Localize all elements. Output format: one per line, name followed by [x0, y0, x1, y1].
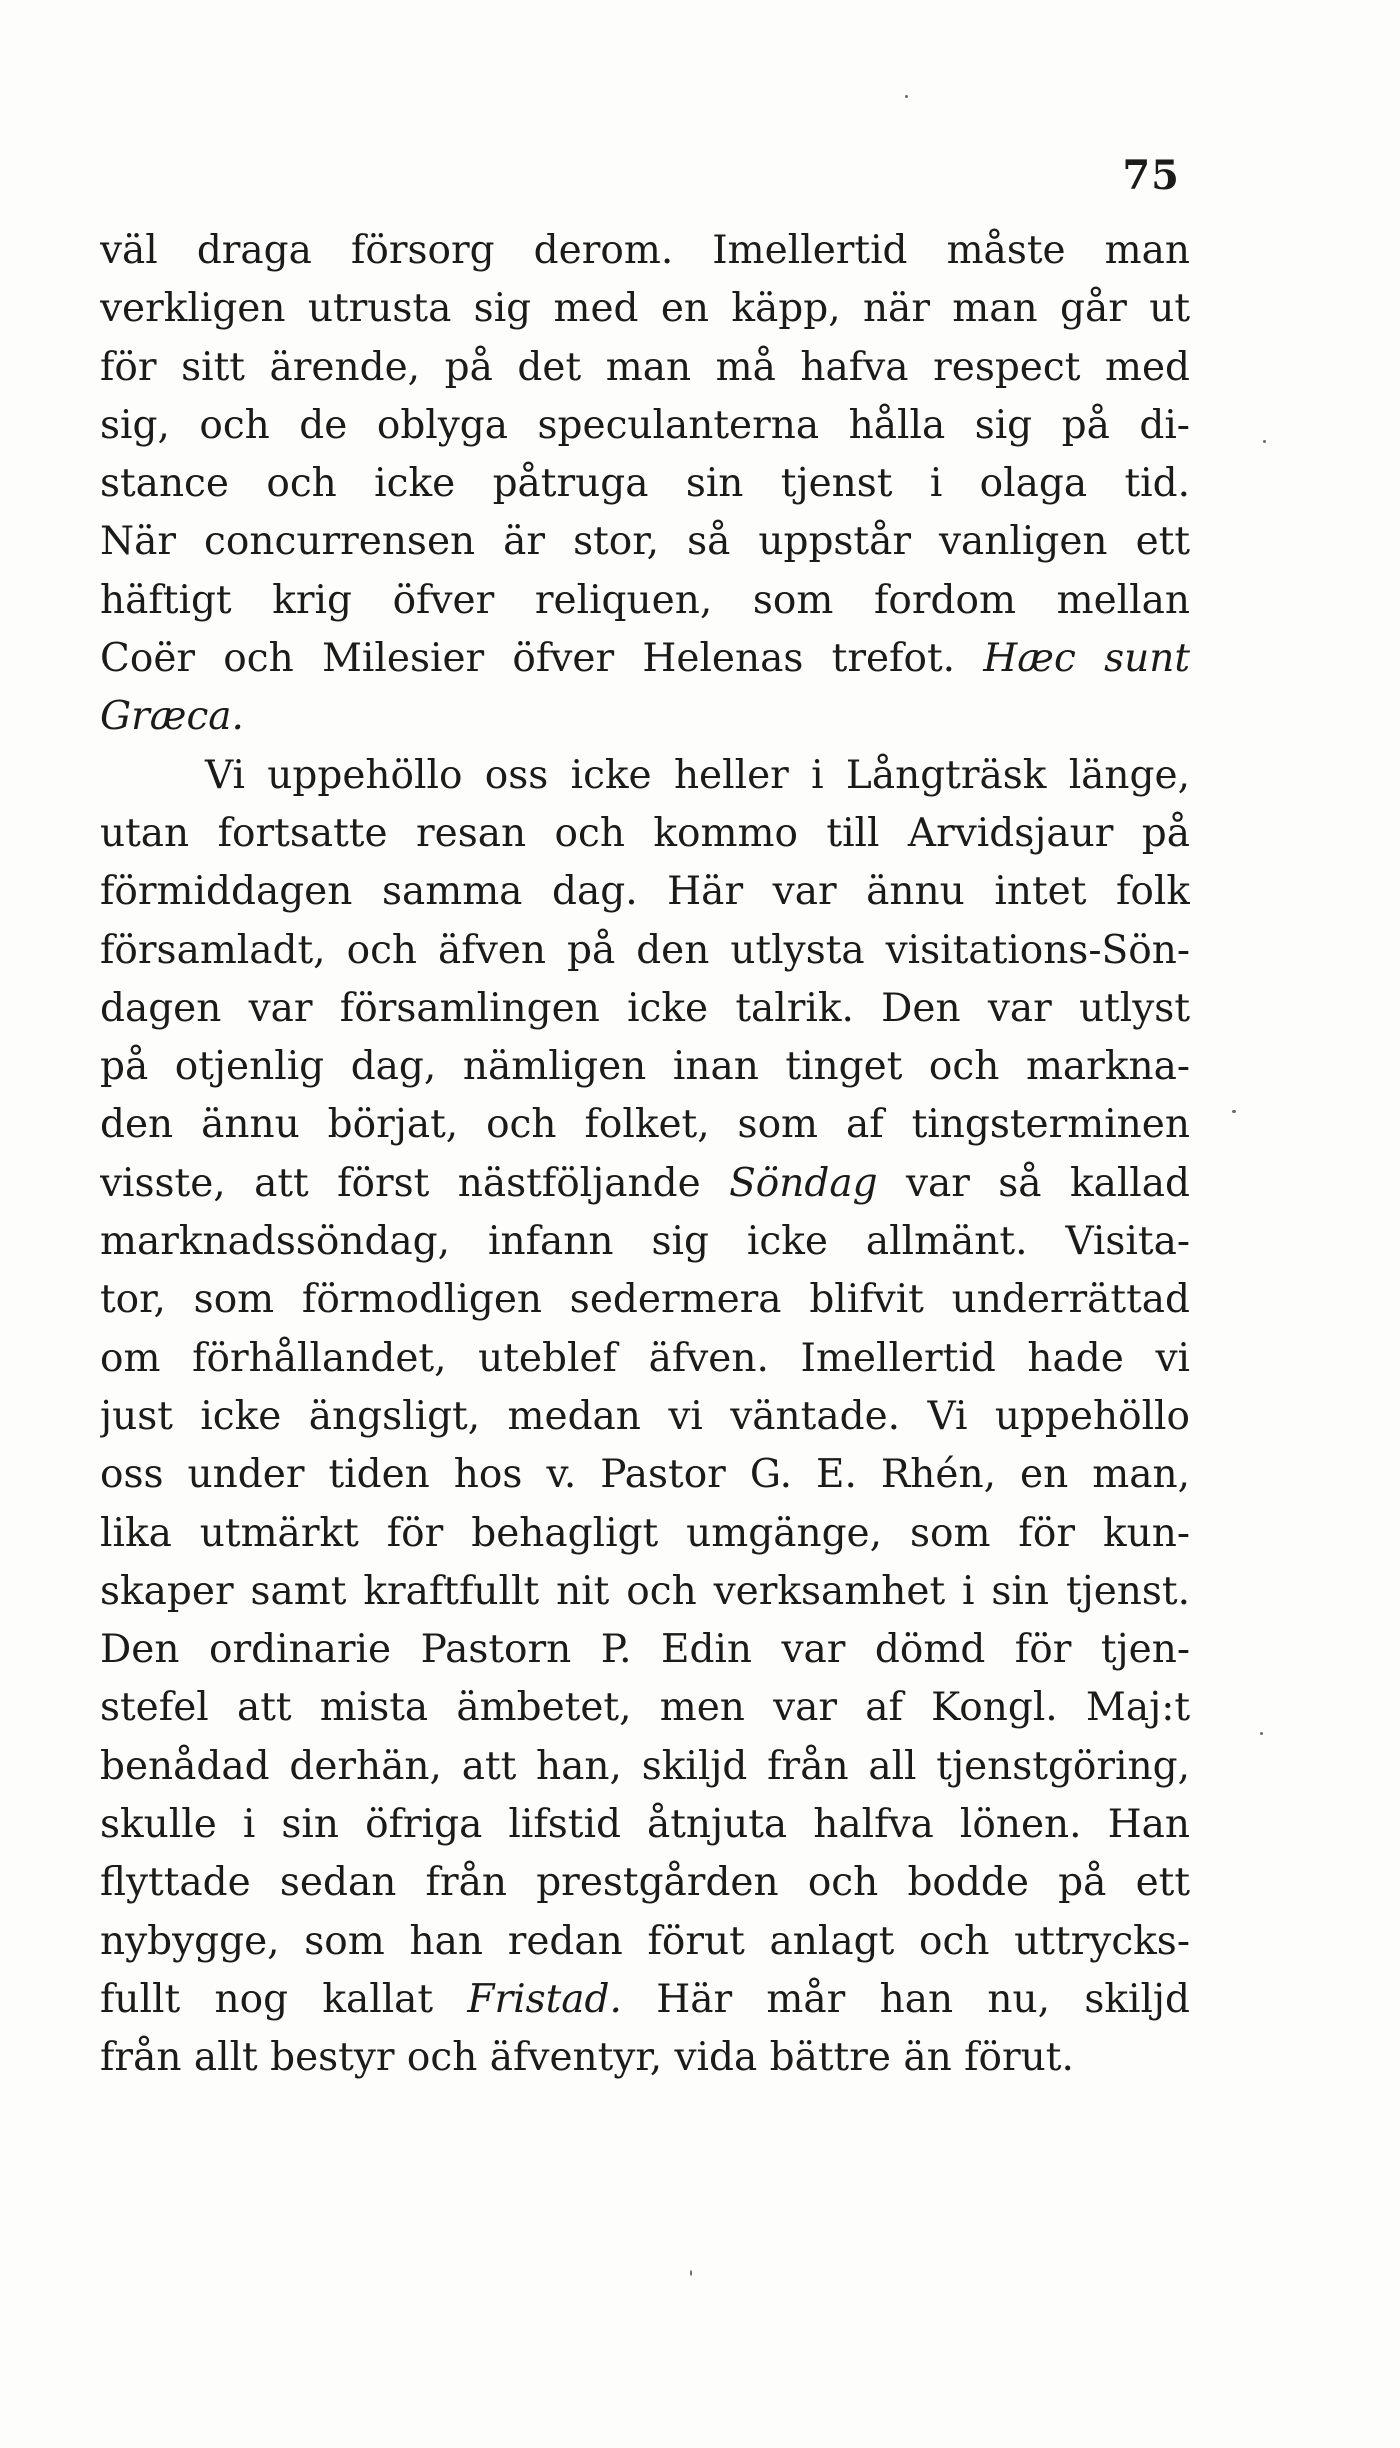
text-segment: stance och icke påtruga sin tjenst i olaga tid.: [100, 461, 1190, 507]
text-segment: dagen var församlingen icke talrik. Den var utlyst: [100, 985, 1190, 1031]
text-segment: verkligen utrusta sig med en käpp, när man går ut: [100, 286, 1190, 332]
text-segment: Här mår han nu, skiljd: [621, 1976, 1190, 2022]
text-segment: Coër och Milesier öfver Helenas trefot.: [100, 636, 984, 682]
print-speck: [1260, 1732, 1263, 1735]
text-line: [100, 513, 1190, 571]
text-line: [100, 863, 1190, 921]
text-segment: Den ordinarie Pastorn P. Edin var dömd för tjen-: [100, 1627, 1190, 1673]
text-segment: väl draga försorg derom. Imellertid måste man: [100, 228, 1190, 273]
text-line: [100, 1563, 1190, 1621]
text-segment: utan fortsatte resan och kommo till Arvidsjaur på: [100, 810, 1190, 856]
text-line: [100, 1679, 1190, 1737]
text-line: [100, 922, 1190, 980]
text-line: [100, 630, 1190, 688]
text-line: [100, 397, 1190, 455]
text-segment: flyttade sedan från prestgården och bodde på ett: [100, 1860, 1190, 1906]
text-segment: skulle i sin öfriga lifstid åtnjuta halfva lönen. Han: [100, 1802, 1190, 1848]
text-segment: När concurrensen är stor, så uppstår vanligen ett: [100, 519, 1190, 565]
text-segment: församladt, och äfven på den utlysta visitations-Sön-: [100, 927, 1190, 973]
print-speck: [905, 95, 908, 98]
text-segment: nybygge, som han redan förut anlagt och uttrycks-: [100, 1918, 1190, 1964]
text-segment: från allt bestyr och äfventyr, vida bättre än förut.: [100, 2035, 1074, 2081]
text-line: [100, 572, 1190, 630]
text-segment: sig, och de oblyga speculanterna hålla sig på di-: [100, 402, 1190, 448]
body-text: [100, 222, 1190, 2088]
text-line: [100, 1913, 1190, 1971]
italic-text: Græca.: [100, 694, 244, 740]
text-line: [100, 280, 1190, 338]
text-segment: marknadssöndag, infann sig icke allmänt. Visita-: [100, 1219, 1190, 1265]
text-line: [100, 1155, 1190, 1213]
print-speck: [1263, 440, 1266, 443]
text-segment: benådad derhän, att han, skiljd från all tjenstgöring,: [100, 1743, 1190, 1789]
text-segment: för sitt ärende, på det man må hafva respect med: [100, 344, 1190, 390]
text-line: [100, 1330, 1190, 1388]
text-segment: den ännu börjat, och folket, som af tingsterminen: [100, 1102, 1190, 1148]
text-segment: tor, som förmodligen sedermera blifvit underrättad: [100, 1277, 1190, 1323]
text-segment: visste, att först nästföljande: [100, 1160, 730, 1206]
text-line: [100, 1621, 1190, 1679]
text-line: [100, 747, 1190, 805]
text-segment: oss under tiden hos v. Pastor G. E. Rhén, en man,: [100, 1452, 1190, 1498]
text-segment: stefel att mista ämbetet, men var af Kongl. Maj:t: [100, 1685, 1190, 1731]
text-segment: häftigt krig öfver reliquen, som fordom mellan: [100, 577, 1190, 623]
text-line: [100, 805, 1190, 863]
text-segment: Vi uppehöllo oss icke heller i Långträsk länge,: [205, 752, 1190, 798]
text-segment: just icke ängsligt, medan vi väntade. Vi uppehöllo: [100, 1393, 1190, 1439]
text-line: [100, 222, 1190, 280]
text-segment: på otjenlig dag, nämligen inan tinget och markna-: [100, 1044, 1190, 1090]
text-segment: om förhållandet, uteblef äfven. Imellertid hade vi: [100, 1335, 1190, 1381]
print-speck: [1232, 1110, 1236, 1113]
text-line: [100, 1388, 1190, 1446]
text-line: [100, 1096, 1190, 1154]
italic-text: Fristad.: [467, 1976, 622, 2022]
text-line: [100, 1038, 1190, 1096]
text-line: [100, 339, 1190, 397]
text-segment: skaper samt kraftfullt nit och verksamhet i sin tjenst.: [100, 1568, 1190, 1614]
text-segment: fullt nog kallat: [100, 1976, 468, 2022]
text-line: [100, 1854, 1190, 1912]
text-line: [100, 2029, 1190, 2087]
text-segment: lika utmärkt för behagligt umgänge, som för kun-: [100, 1510, 1190, 1556]
italic-text: Söndag: [729, 1160, 878, 1206]
page-number: 75: [1122, 152, 1180, 199]
text-line: [100, 1738, 1190, 1796]
text-line: [100, 1213, 1190, 1271]
print-speck: [690, 2270, 692, 2276]
text-line: [100, 688, 1190, 746]
text-line: [100, 1971, 1190, 2029]
text-line: [100, 980, 1190, 1038]
text-line: [100, 1271, 1190, 1329]
text-segment: var så kallad: [877, 1160, 1190, 1206]
text-segment: förmiddagen samma dag. Här var ännu intet folk: [100, 869, 1190, 915]
text-line: [100, 1796, 1190, 1854]
text-line: [100, 1505, 1190, 1563]
text-line: [100, 455, 1190, 513]
italic-text: Hæc sunt: [983, 636, 1190, 682]
text-line: [100, 1446, 1190, 1504]
